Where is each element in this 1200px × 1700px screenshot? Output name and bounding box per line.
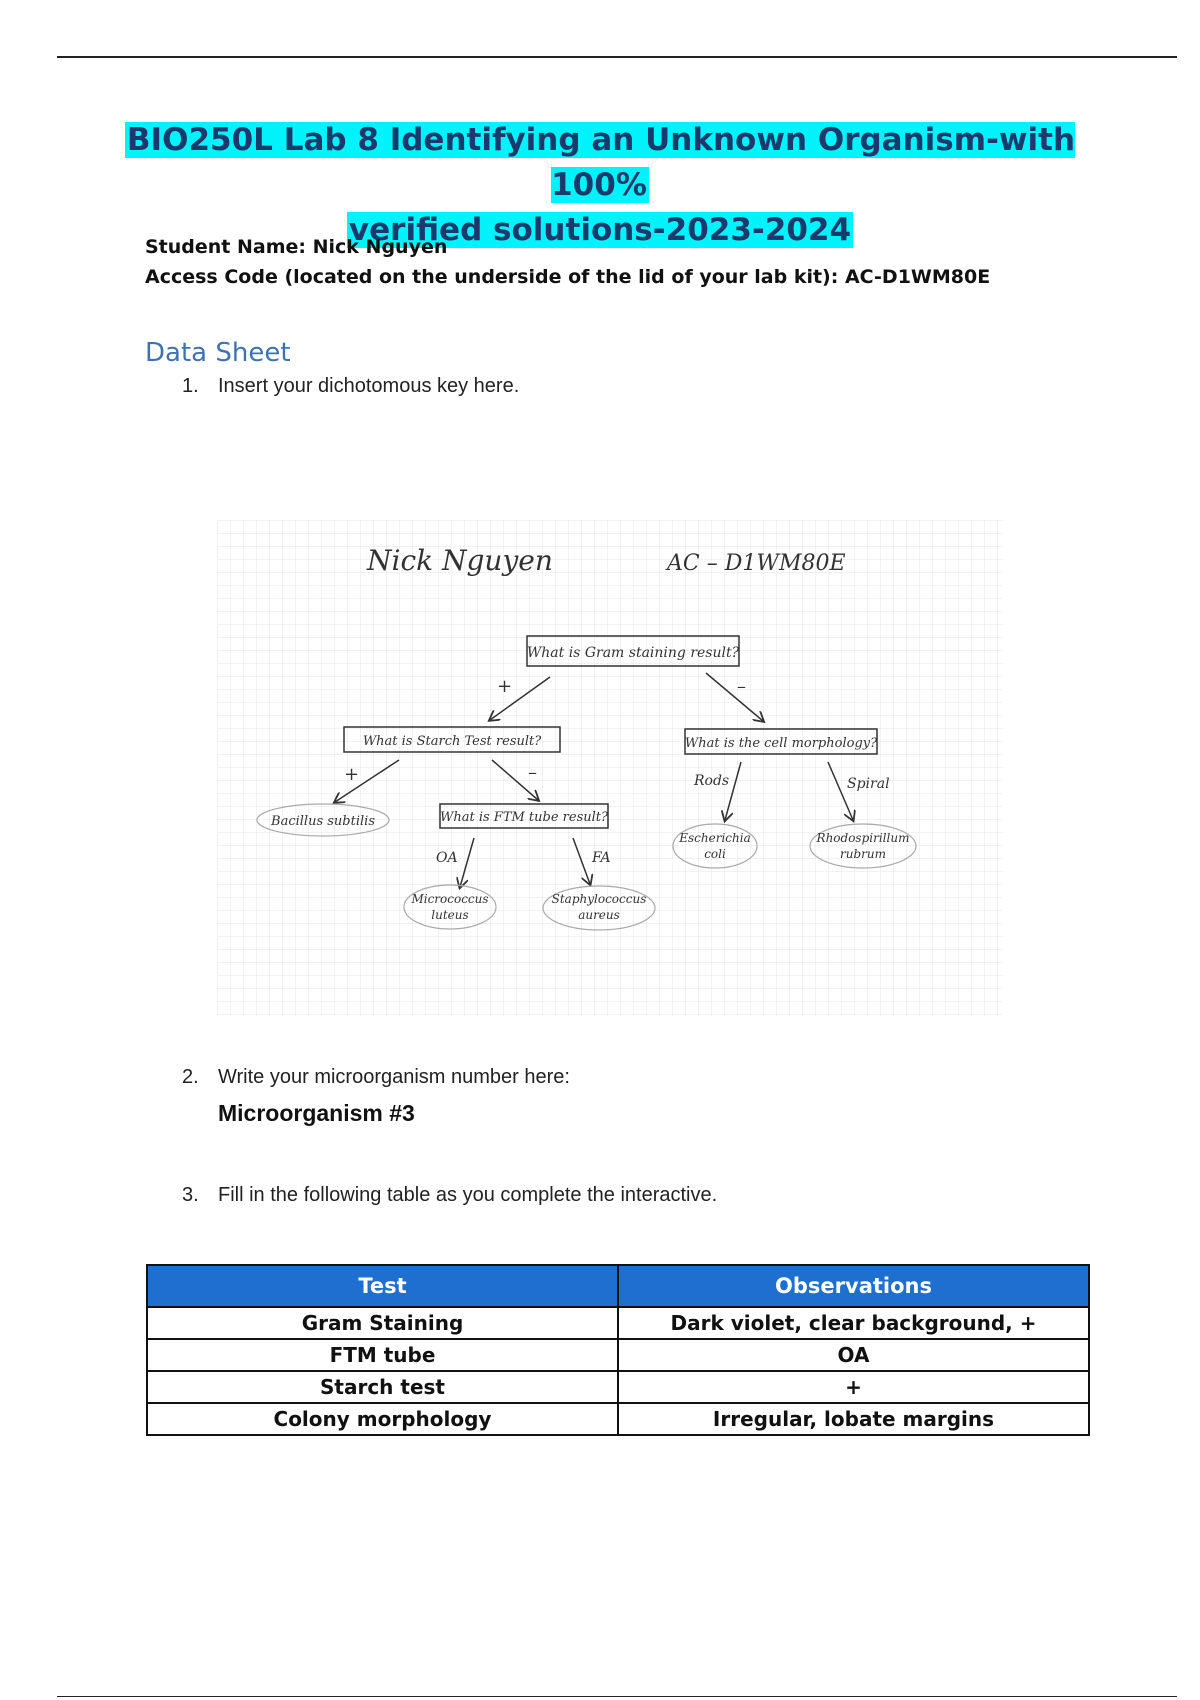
leaf-micrococcus-line2: luteus <box>431 908 469 922</box>
label-gram-minus: – <box>737 676 746 697</box>
label-spiral: Spiral <box>847 776 890 792</box>
question-number: 3. <box>182 1184 199 1206</box>
table-header-row <box>147 1265 1089 1307</box>
key-code: AC – D1WM80E <box>667 551 846 576</box>
cell-observation: Dark violet, clear background, + <box>618 1307 1089 1339</box>
question-number: 1. <box>182 375 199 397</box>
question-text: Fill in the following table as you complete the interactive. <box>218 1184 718 1206</box>
header-observations: Observations <box>618 1265 1089 1307</box>
key-author: Nick Nguyen <box>367 544 553 577</box>
header-test: Test <box>147 1265 618 1307</box>
table-row <box>147 1307 1089 1339</box>
top-rule <box>57 56 1177 58</box>
label-rods: Rods <box>694 773 730 789</box>
cell-observation: OA <box>618 1339 1089 1371</box>
question-number: 2. <box>182 1066 199 1088</box>
cell-test: FTM tube <box>147 1339 618 1371</box>
node-gram-stain: What is Gram staining result? <box>526 645 740 661</box>
access-code: Access Code (located on the underside of the lid of your lab kit): AC-D1WM80E <box>145 266 991 288</box>
cell-observation: + <box>618 1371 1089 1403</box>
cell-observation: Irregular, lobate margins <box>618 1403 1089 1435</box>
section-heading: Data Sheet <box>145 338 291 368</box>
label-oa: OA <box>436 850 458 866</box>
question-1 <box>182 375 519 398</box>
node-cell-morphology: What is the cell morphology? <box>684 736 878 751</box>
dichotomous-key-image <box>217 520 1003 1016</box>
leaf-rhodospirillum-line2: rubrum <box>840 847 886 861</box>
leaf-bacillus-subtilis: Bacillus subtilis <box>271 814 375 829</box>
cell-test: Colony morphology <box>147 1403 618 1435</box>
question-text: Write your microorganism number here: <box>218 1066 570 1088</box>
question-3 <box>182 1184 717 1207</box>
bottom-rule <box>57 1696 1177 1697</box>
node-starch-test: What is Starch Test result? <box>362 734 542 749</box>
cell-test: Gram Staining <box>147 1307 618 1339</box>
leaf-staphylococcus-line1: Staphylococcus <box>551 892 647 906</box>
question-text: Insert your dichotomous key here. <box>218 375 520 397</box>
table-row <box>147 1371 1089 1403</box>
question-2 <box>182 1066 570 1089</box>
title-line-1: BIO250L Lab 8 Identifying an Unknown Organism-with 100% <box>126 122 1076 203</box>
table-row <box>147 1403 1089 1435</box>
microorganism-answer: Microorganism #3 <box>218 1100 415 1126</box>
label-starch-plus: + <box>344 764 360 785</box>
table-row <box>147 1339 1089 1371</box>
leaf-escherichia-line1: Escherichia <box>679 831 751 845</box>
observations-table <box>146 1264 1090 1436</box>
node-ftm-tube: What is FTM tube result? <box>440 810 608 825</box>
label-starch-minus: – <box>528 762 537 783</box>
label-gram-plus: + <box>497 676 513 697</box>
document-title <box>100 118 1100 253</box>
leaf-staphylococcus-line2: aureus <box>578 908 620 922</box>
cell-test: Starch test <box>147 1371 618 1403</box>
student-name: Student Name: Nick Nguyen <box>145 236 448 258</box>
label-fa: FA <box>592 850 611 866</box>
leaf-escherichia-line2: coli <box>704 847 726 861</box>
grid-paper <box>217 520 1003 1016</box>
leaf-micrococcus-line1: Micrococcus <box>411 892 489 906</box>
title-line-2: verified solutions-2023-2024 <box>348 212 852 248</box>
leaf-rhodospirillum-line1: Rhodospirillum <box>816 831 910 845</box>
